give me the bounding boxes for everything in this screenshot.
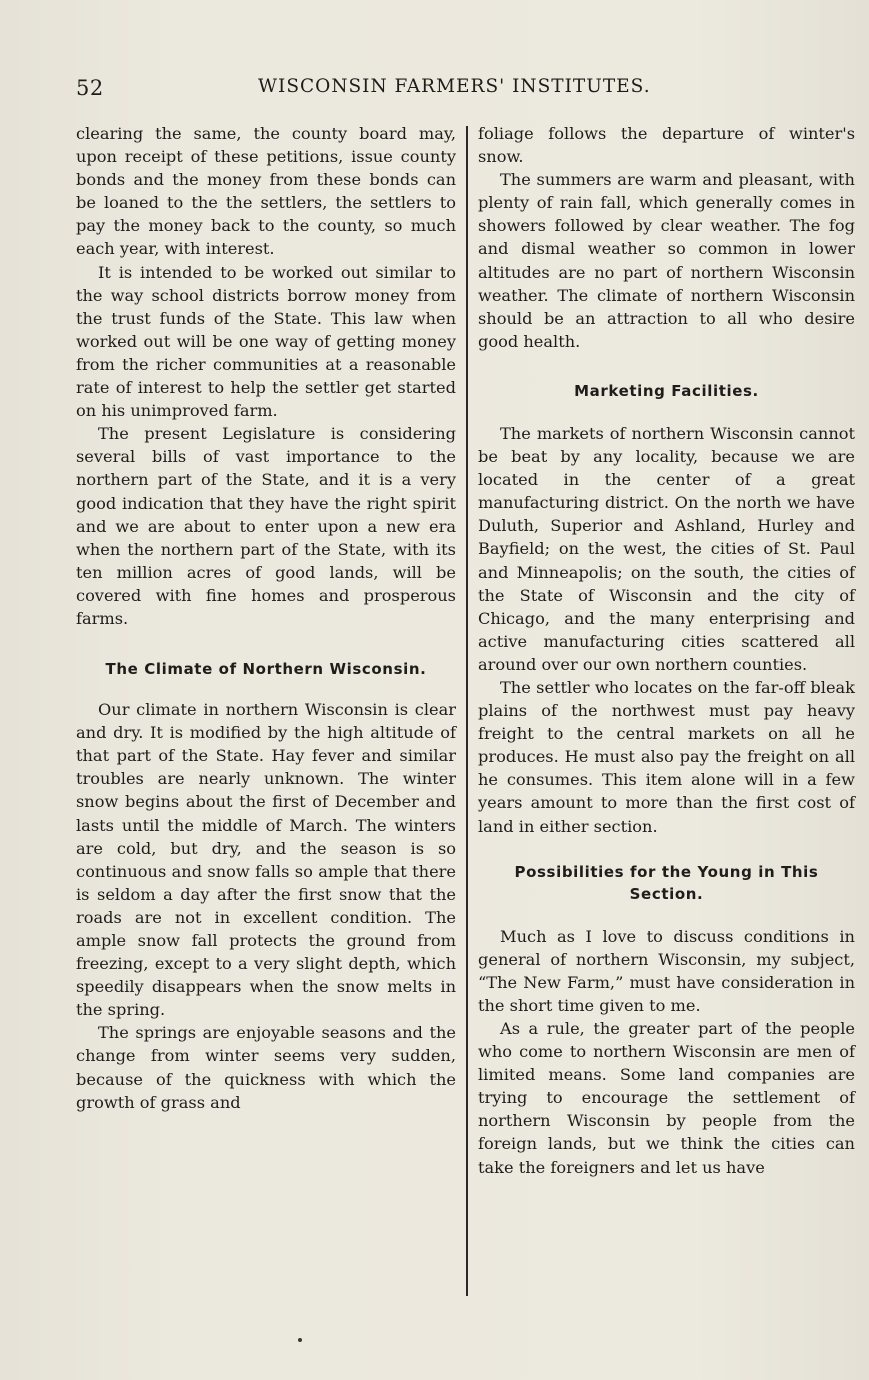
ink-speck [298,1338,302,1342]
paragraph: Much as I love to discuss conditions in general of northern Wisconsin, my subject, “The New Farm,” must have consideration in the short time given to me. [478,926,855,1015]
paragraph: The settler who locates on the far-off bleak plains of the northwest must pay heavy freight to the central markets on all he produces. He must also pay the freight on all he consumes. This item alone will in a few years amount to more than the first cost of land in either section. [478,677,855,836]
left-column [76,122,456,1114]
paragraph: As a rule, the greater part of the people who come to northern Wisconsin are men of limited means. Some land companies are trying to encourage the settlement of northern Wisconsin by people from the foreign lands, but we think the cities can take the foreigners and let us have [478,1019,855,1177]
paragraph: The springs are enjoyable seasons and the change from winter seems very sudden, because of the quickness with which the growth of grass and [76,1023,456,1112]
paragraph: clearing the same, the county board may, upon receipt of these petitions, issue county bonds and the money from these bonds can be loaned to the the settlers, the settlers to pay the money back to the county, so much each year, with interest. [76,124,456,259]
section-heading-marketing: Marketing Facilities. [574,381,759,400]
column-divider [466,126,468,1296]
section-heading-climate: The Climate of Northern Wisconsin. [105,660,427,679]
paragraph: The summers are warm and pleasant, with plenty of rain fall, which generally comes in showers followed by clear weather. The fog and dismal weather so common in lower altitudes are no part of northern Wisconsin weather. The climate of northern Wisconsin should be an attraction to all who desire good health. [478,170,855,351]
running-title: WISCONSIN FARMERS' INSTITUTES. [258,76,651,97]
paragraph: Our climate in northern Wisconsin is clear and dry. It is modified by the high altitude of that part of the State. Hay fever and similar troubles are nearly unknown. The winter snow begins about the first of December and lasts until the middle of March. The winters are cold, but dry, and the season is so continuous and snow falls so ample that there is seldom a day after the first snow that the roads are not in excellent condition. The ample snow fall protects the ground from freezing, except to a very slight depth, which speedily disappears when the snow melts in the spring. [76,700,456,1020]
right-column [478,122,855,1179]
paragraph: foliage follows the departure of winter's snow. [478,124,855,167]
paragraph: The present Legislature is considering several bills of vast importance to the northern part of the State, and it is a very good indication that they have the right spirit and we are about to enter upon a new era when the northern part of the State, with its ten million acres of good lands, will be covered with fine homes and prosperous farms. [76,424,456,628]
section-heading-possibilities: Possibilities for the Young in This Section. [514,862,819,903]
paragraph: The markets of northern Wisconsin cannot be beat by any locality, because we are located in the center of a great manufacturing district. On the north we have Duluth, Superior and Ashland, Hurley and Bayfield; on the west, the cities of St. Paul and Minneapolis; on the south, the cities of the State of Wisconsin and the city of Chicago, and the many enterprising and active manufacturing cities scattered all around over our own northern counties. [478,423,855,674]
page-number: 52 [76,76,104,100]
paragraph: It is intended to be worked out similar to the way school districts borrow money from the trust funds of the State. This law when worked out will be one way of getting money from the richer communities at a reasonable rate of interest to help the settler get started on his unimproved farm. [76,262,456,421]
